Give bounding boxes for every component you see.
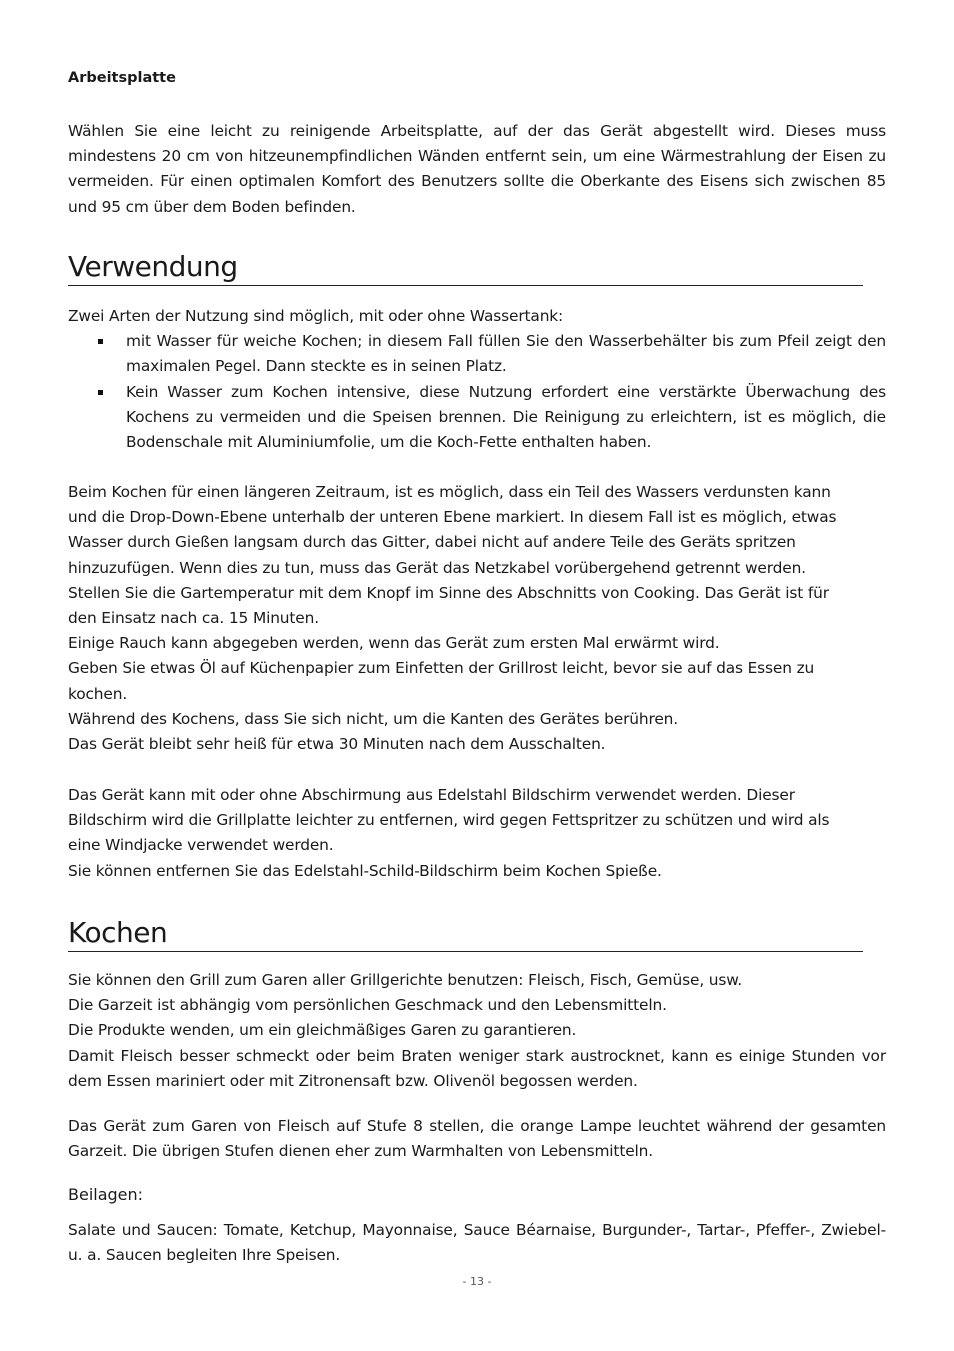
kochen-heading: Kochen: [68, 916, 863, 952]
bullet-with-water: mit Wasser für weiche Kochen; in diesem Fall füllen Sie den Wasserbehälter bis zum Pfeil zeigt den maximalen Pegel. Dann steckte es in seinen Platz.: [126, 329, 886, 379]
text-line: Das Gerät bleibt sehr heiß für etwa 30 Minuten nach dem Ausschalten.: [68, 735, 606, 754]
verwendung-intro: Zwei Arten der Nutzung sind möglich, mit oder ohne Wassertank:: [68, 307, 564, 325]
verwendung-section: [68, 250, 886, 286]
bullet-without-water: Kein Wasser zum Kochen intensive, diese Nutzung erfordert eine verstärkte Überwachung des Kochens zu vermeiden und die Speisen brennen. Die Reinigung zu erleichtern, ist es möglich, die Bodenschale mit Aluminiumfolie, um die Koch-Fette enthalten haben.: [126, 380, 886, 456]
text-line: Wasser durch Gießen langsam durch das Gitter, dabei nicht auf andere Teile des Geräts spritzen: [68, 533, 796, 552]
beilagen-text: Salate und Saucen: Tomate, Ketchup, Mayonnaise, Sauce Béarnaise, Burgunder-, Tartar-, Pfeffer-, Zwiebel- u. a. Saucen begleiten Ihre Speisen.: [68, 1221, 886, 1265]
text-line: Das Gerät kann mit oder ohne Abschirmung aus Edelstahl Bildschirm verwendet werden. Dieser: [68, 786, 795, 804]
text-line: den Einsatz nach ca. 15 Minuten.: [68, 609, 319, 628]
text-line: eine Windjacke verwendet werden.: [68, 836, 334, 855]
kochen-section: [68, 916, 886, 952]
verwendung-heading: Verwendung: [68, 250, 863, 286]
text-line: Geben Sie etwas Öl auf Küchenpapier zum Einfetten der Grillrost leicht, bevor sie auf das Essen zu: [68, 659, 815, 678]
verwendung-paragraph-1: [68, 480, 886, 757]
text-line: hinzuzufügen. Wenn dies zu tun, muss das Gerät das Netzkabel vorübergehend getrennt werden.: [68, 558, 806, 577]
text-line: Einige Rauch kann abgegeben werden, wenn das Gerät zum ersten Mal erwärmt wird.: [68, 634, 720, 653]
page-number: - 13 -: [462, 1275, 492, 1288]
text-line: Die Produkte wenden, um ein gleichmäßiges Garen zu garantieren.: [68, 1021, 577, 1040]
verwendung-paragraph-2: [68, 783, 886, 884]
text-line: Während des Kochens, dass Sie sich nicht, um die Kanten des Gerätes berühren.: [68, 709, 678, 728]
marinate-text: Damit Fleisch besser schmeckt oder beim Braten weniger stark austrocknet, kann es einige Stunden vor dem Essen mariniert oder mit Zitronensaft bzw. Olivenöl begossen werden.: [68, 1046, 886, 1090]
arbeitsplatte-title: Arbeitsplatte: [68, 70, 176, 86]
stufe-text: Das Gerät zum Garen von Fleisch auf Stufe 8 stellen, die orange Lampe leuchtet während der gesamten Garzeit. Die übrigen Stufen dienen eher zum Warmhalten von Lebensmitteln.: [68, 1117, 886, 1161]
text-line: Beim Kochen für einen längeren Zeitraum, ist es möglich, dass ein Teil des Wassers verdunsten kann: [68, 483, 831, 501]
verwendung-body: [68, 304, 886, 455]
kochen-body: [68, 968, 886, 1094]
arbeitsplatte-text: Wählen Sie eine leicht zu reinigende Arbeitsplatte, auf der das Gerät abgestellt wird. Dieses muss mindestens 20 cm von hitzeunempfindlichen Wänden entfernt sein, um eine Wärmestrahlung der Eisen zu vermeiden. Für einen optimalen Komfort des Benutzers sollte die Oberkante des Eisens sich zwischen 85 und 95 cm über dem Boden befinden.: [68, 122, 886, 216]
text-line: Sie können entfernen Sie das Edelstahl-Schild-Bildschirm beim Kochen Spieße.: [68, 861, 662, 880]
text-line: Die Garzeit ist abhängig vom persönlichen Geschmack und den Lebensmitteln.: [68, 996, 667, 1015]
text-line: kochen.: [68, 684, 128, 703]
text-line: Stellen Sie die Gartemperatur mit dem Knopf im Sinne des Abschnitts von Cooking. Das Gerät ist für: [68, 583, 829, 602]
text-line: Sie können den Grill zum Garen aller Grillgerichte benutzen: Fleisch, Fisch, Gemüse, usw.: [68, 971, 743, 989]
text-line: und die Drop-Down-Ebene unterhalb der unteren Ebene markiert. In diesem Fall ist es möglich, etwas: [68, 508, 837, 527]
beilagen-title: Beilagen:: [68, 1185, 144, 1204]
text-line: Bildschirm wird die Grillplatte leichter zu entfernen, wird gegen Fettspritzer zu schützen und wird als: [68, 811, 830, 830]
usage-bullet-list: [68, 329, 886, 455]
